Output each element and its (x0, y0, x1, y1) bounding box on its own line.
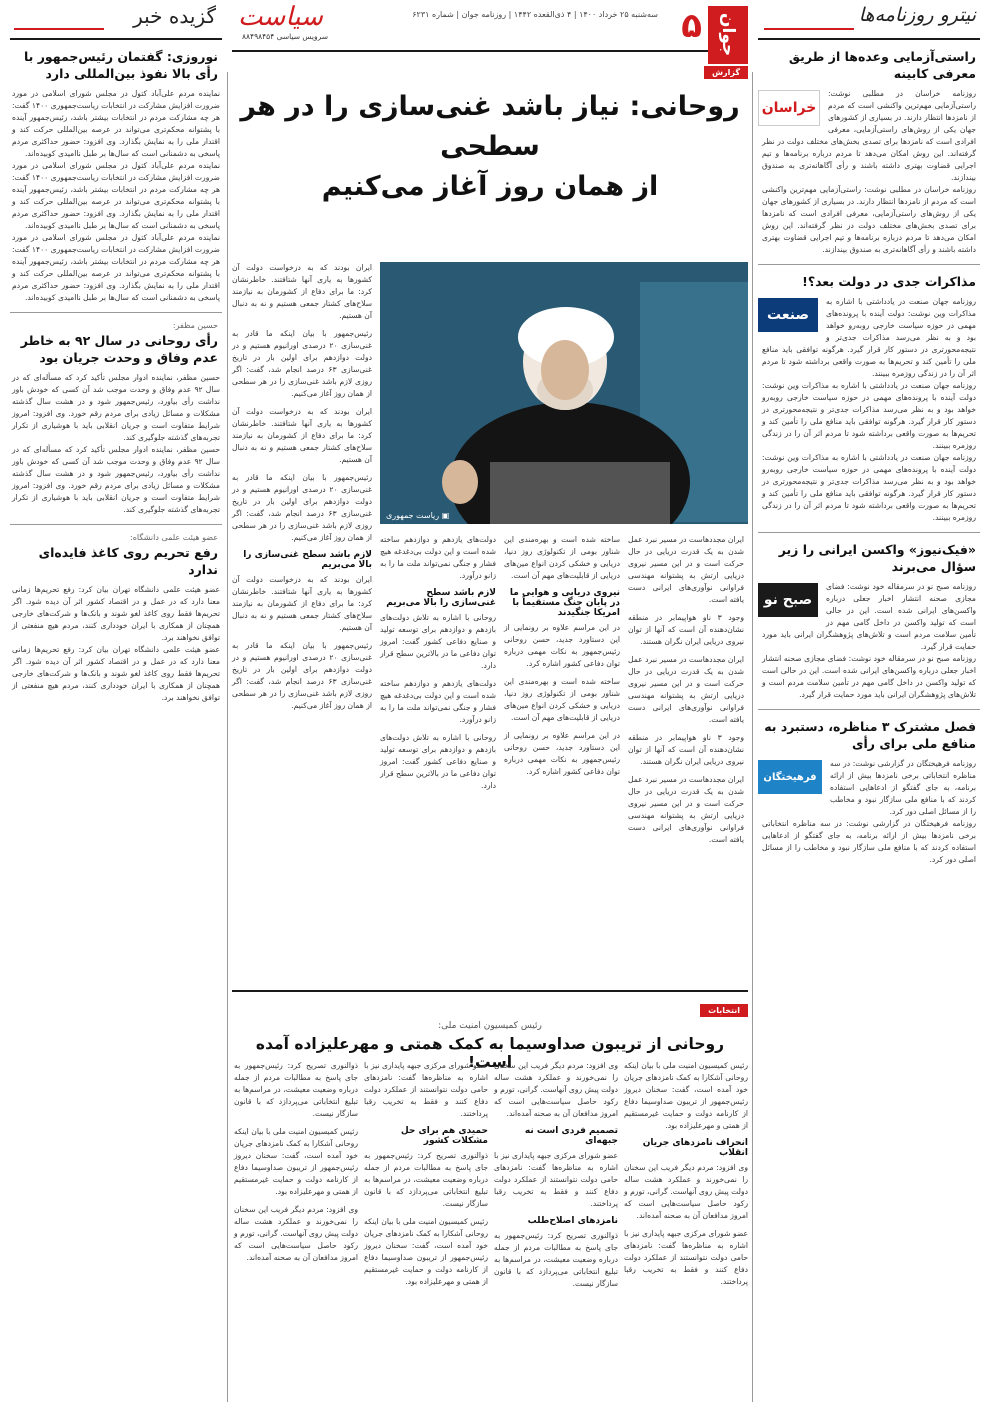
second-paragraph: وی افزود: مردم دیگر فریب این سخنان را نمی‌خورند و عملکرد هشت ساله دولت پیش روی آنهاست. گرانی، تورم و رکود حاصل سیاست‌هایی است که امروز مدافعان آن به صحنه آمده‌اند. (624, 1163, 748, 1220)
press-item-body: روزنامه صبح نو در سرمقاله خود نوشت: فضای مجازی صحنه انتشار اخبار جعلی درباره واکسن‌های ایرانی شده است. این در حالی است که تولید واکسن در داخل گامی مهم در تأمین سلامت مردم است و تلاش‌های پژوهشگران ایرانی باید مورد حمایت قرار گیرد. (762, 582, 976, 651)
digest-item-body-cont (10, 232, 222, 304)
press-item-body-repeat: روزنامه صبح نو در سرمقاله خود نوشت: فضای مجازی صحنه انتشار اخبار جعلی درباره واکسن‌های ایرانی شده است. این در حالی است که تولید واکسن در داخل گامی مهم در تأمین سلامت مردم است و تلاش‌های پژوهشگران ایرانی باید مورد حمایت قرار گیرد. (762, 654, 976, 699)
kicker-row (232, 998, 748, 1017)
story-subhead: لازم باشد سطح غنی‌سازی را بالا می‌بریم (386, 588, 496, 608)
story-paragraph: وجود ۳ ناو هواپیمابر در منطقه نشان‌دهنده آن است که آنها از توان نیروی دریایی ایران نگران هستند. (628, 613, 744, 646)
press-item-body-cont (758, 184, 980, 256)
press-item (758, 718, 980, 866)
news-digest-title: گزیده خبر (133, 4, 216, 28)
press-item-body-repeat: روزنامه جهان صنعت در یادداشتی با اشاره به مذاکرات وین نوشت: دولت آینده با پرونده‌های مهمی در حوزه سیاست خارجی روبه‌رو خواهد بود و به نظر می‌رسد مذاکرات جدی‌تر و نتیجه‌محورتری در دستور کار قرار گیرد. هرگونه توافقی باید منافع ملی را تأمین کند و تحریم‌ها به صورت واقعی برداشته شود تا مردم اثر آن را در زندگی روزمره ببینند. (762, 381, 976, 450)
story-kicker-label: گزارش (711, 68, 740, 77)
digest-body-repeat: حسین مظفر، نماینده ادوار مجلس تأکید کرد که مسأله‌ای که در سال ۹۲ عدم وفاق و وحدت موجب شد آن کسی که خودش باور نداشت رأی بیاورد، رئیس‌جمهور شود و در هشت سال گذشته مشکلات و مسائل زیادی برای مردم رقم خورد. وی افزود: امروز شرایط متفاوت است و جریان انقلابی باید با هوشیاری از تکرار تجربه‌های گذشته جلوگیری کند. (12, 445, 220, 514)
story-paragraph: رئیس‌جمهور با بیان اینکه ما قادر به غنی‌سازی ۲۰ درصدی اورانیوم هستیم و در دولت دوازدهم برای اولین بار در تاریخ غنی‌سازی ۶۳ درصد انجام شد، گفت: اگر روزی لازم باشد غنی‌سازی را در هر سطحی از همان روز آغاز می‌کنیم. (232, 473, 372, 542)
main-headline-line1: روحانی: نیاز باشد غنی‌سازی را در هر سطحی (240, 91, 740, 162)
main-headline-line2: از همان روز آغاز می‌کنیم (321, 171, 659, 202)
story-column-d (628, 534, 744, 852)
story-column-a (232, 262, 372, 718)
digest-item-title: نوروزی: گفتمان رئیس‌جمهور با رأی بالا نفوذ بین‌المللی دارد (23, 49, 218, 81)
second-headline: روحانی از تریبون صداوسیما به کمک همتی و مهرعلیزاده آمده است! (255, 1035, 725, 1071)
sanat-logo (758, 298, 818, 332)
story-column-b (380, 534, 496, 798)
story-paragraph: روحانی با اشاره به تلاش دولت‌های بازدهم و دوازدهم برای توسعه تولید و صنایع دفاعی کشور گفت: امروز توان دفاعی ما در بالاترین سطح قرار دارد. (380, 613, 496, 670)
press-item-title: «فیک‌نیوز» واکسن ایرانی را زیر سؤال می‌برند (778, 542, 976, 574)
story-subhead: نیروی دریایی و هوایی ما در پایان جنگ مستقیماً با امریکا جنگیدند (509, 588, 620, 618)
press-review-column (758, 0, 980, 866)
farhikhtegan-logo (758, 760, 822, 794)
sobhe-no-logo (758, 583, 818, 617)
press-item-body-cont (758, 380, 980, 452)
khorasan-logo (758, 90, 820, 126)
divider (10, 524, 222, 525)
press-item (758, 541, 980, 701)
digest-body-repeat: نماینده مردم علی‌آباد کتول در مجلس شورای اسلامی در مورد ضرورت افزایش مشارکت در انتخابات ریاست‌جمهوری ۱۴۰۰ گفت: هر چه مشارکت مردم در انتخابات بیشتر باشد، رئیس‌جمهور آینده با پشتوانه محکم‌تری می‌تواند در عرصه بین‌المللی حرکت کند و اقتدار ملی را به نمایش بگذارد. وی افزود: حضور حداکثری مردم پاسخی به دشمنانی است که سال‌ها بر طبل ناامیدی کوبیده‌اند. (12, 233, 220, 302)
dateline: سه‌شنبه ۲۵ خرداد ۱۴۰۰ | ۴ ذی‌القعده ۱۴۴۲ | روزنامه جوان | شماره ۶۲۳۱ (412, 10, 658, 19)
divider (758, 532, 980, 533)
story-paragraph: رئیس‌جمهور با بیان اینکه ما قادر به غنی‌سازی ۲۰ درصدی اورانیوم هستیم و در دولت دوازدهم برای اولین بار در تاریخ غنی‌سازی ۶۳ درصد انجام شد، گفت: اگر روزی لازم باشد غنی‌سازی را در هر سطحی از همان روز آغاز می‌کنیم. (232, 641, 372, 710)
election-kicker-label: انتخابات (708, 1006, 740, 1015)
column-separator (227, 72, 228, 1402)
kicker-row (232, 60, 748, 79)
press-item-body-cont (758, 653, 980, 701)
press-item-body-repeat: روزنامه فرهیختگان در گزارشی نوشت: در سه مناظره انتخاباتی برخی نامزدها بیش از ارائه برنامه، به جای گفتگو از ادعاهایی استفاده کردند که با منافع ملی سازگار نبود و مخاطب را از مسائل اصلی دور کرد. (762, 819, 976, 864)
news-digest-header (10, 0, 222, 40)
main-headline (232, 87, 748, 207)
digest-item-body: حسین مظفر، نماینده ادوار مجلس تأکید کرد که مسأله‌ای که در سال ۹۲ عدم وفاق و وحدت موجب شد آن کسی که خودش باور نداشت رأی بیاورد، رئیس‌جمهور شود و در هشت سال گذشته مشکلات و مسائل زیادی برای مردم رقم خورد. وی افزود: امروز شرایط متفاوت است و جریان انقلابی باید با هوشیاری از تکرار تجربه‌های گذشته جلوگیری کند. (12, 373, 220, 442)
second-column-4 (234, 1060, 358, 1270)
story-column-c (504, 534, 620, 784)
second-subhead: نامزدهای اصلاح‌طلب (527, 1216, 618, 1226)
digest-body-repeat: نماینده مردم علی‌آباد کتول در مجلس شورای اسلامی در مورد ضرورت افزایش مشارکت در انتخابات ریاست‌جمهوری ۱۴۰۰ گفت: هر چه مشارکت مردم در انتخابات بیشتر باشد، رئیس‌جمهور آینده با پشتوانه محکم‌تری می‌تواند در عرصه بین‌المللی حرکت کند و اقتدار ملی را به نمایش بگذارد. وی افزود: حضور حداکثری مردم پاسخی به دشمنانی است که سال‌ها بر طبل ناامیدی کوبیده‌اند. (12, 161, 220, 230)
photo-caption-text: ریاست جمهوری (386, 511, 440, 520)
story-divider (232, 990, 748, 992)
digest-item-title: رأی روحانی در سال ۹۲ به خاطر عدم وفاق و وحدت جریان بود (20, 333, 218, 365)
second-subhead: حمیدی هم برای حل مشکلات کشور (400, 1126, 488, 1146)
press-item-body-repeat: روزنامه جهان صنعت در یادداشتی با اشاره به مذاکرات وین نوشت: دولت آینده با پرونده‌های مهمی در حوزه سیاست خارجی روبه‌رو خواهد بود و به نظر می‌رسد مذاکرات جدی‌تر و نتیجه‌محورتری در دستور کار قرار گیرد. هرگونه توافقی باید منافع ملی را تأمین کند و تحریم‌ها به صورت واقعی برداشته شود تا مردم اثر آن را در زندگی روزمره ببینند. (762, 453, 976, 522)
second-paragraph: رئیس کمیسیون امنیت ملی با بیان اینکه روحانی آشکارا به کمک نامزدهای جریان خود آمده است، گفت: سخنان دیروز رئیس‌جمهور از تریبون صداوسیما دفاع از کارنامه دولت و حمایت غیرمستقیم از همتی و مهرعلیزاده بود. (624, 1061, 748, 1130)
second-subhead: تصمیم فردی است نه جبهه‌ای (524, 1126, 618, 1146)
story-paragraph: ساخته شده است و بهره‌مندی این شناور بومی از تکنولوژی روز دنیا، دریایی و خشکی کردن انواع مین‌های دریایی از قابلیت‌های مهم آن است. (504, 677, 620, 722)
story-kicker (704, 66, 748, 79)
sobhe-no-logo-text: صبح نو (763, 592, 813, 608)
main-photo (380, 262, 748, 524)
digest-item (10, 321, 222, 516)
page-masthead (232, 0, 748, 57)
javan-brand-logo: جوان (708, 6, 748, 64)
press-item-title: فصل مشترک ۳ مناظره، دستبرد به منافع ملی برای رأی (764, 719, 976, 751)
press-item-body: روزنامه خراسان در مطلبی نوشت: راستی‌آزمایی مهم‌ترین واکنشی است که مردم از نامزدها انتظار دارند. در بسیاری از کشورهای جهان یکی از روش‌های راستی‌آزمایی، معرفی افرادی است که نامزدها برای تصدی بخش‌های مختلف دولت در نظر گرفته‌اند. این روش امکان می‌دهد تا مردم درباره برنامه‌ها و تیم اجرایی قضاوت بهتری داشته باشند و رأی آگاهانه‌تری به صندوق بیندازند. (762, 89, 976, 182)
khorasan-logo-text: خراسان (761, 100, 817, 116)
second-paragraph: وی افزود: مردم دیگر فریب این سخنان را نمی‌خورند و عملکرد هشت ساله دولت پیش روی آنهاست. گرانی، تورم و رکود حاصل سیاست‌هایی است که امروز مدافعان آن به صحنه آمده‌اند. (494, 1061, 618, 1118)
second-paragraph: ذوالنوری تصریح کرد: رئیس‌جمهور به جای پاسخ به مطالبات مردم از جمله درباره وضعیت معیشت، در مراسم‌ها به تبلیغ انتخاباتی می‌پردازد که با قانون سازگار نیست. (494, 1231, 618, 1288)
press-item (758, 273, 980, 524)
story-paragraph: دولت‌های یازدهم و دوازدهم ساخته شده است و این دولت بی‌دغدغه هیچ فشار و جنگی نمی‌تواند ملت ما را به زانو درآورد. (380, 679, 496, 724)
digest-item-author: عضو هیئت علمی دانشگاه: (130, 533, 218, 542)
story-paragraph: ایران مجددهاست در مسیر نبرد عمل شدن به یک قدرت دریایی در حال حرکت است و در این مسیر نیروی دریایی ارتش به پشتوانه مهندسی فراوانی نوآوری‌های ایرانی دست یافته است. (628, 655, 744, 724)
second-pretitle: رئیس کمیسیون امنیت ملی: (438, 1021, 542, 1031)
story-paragraph: در این مراسم علاوه بر رونمایی از این دستاورد جدید، حسن روحانی رئیس‌جمهور به نکات مهمی درباره توان دفاعی کشور اشاره کرد. (504, 623, 620, 668)
press-review-header (758, 0, 980, 40)
second-paragraph: ذوالنوری تصریح کرد: رئیس‌جمهور به جای پاسخ به مطالبات مردم از جمله درباره وضعیت معیشت، در مراسم‌ها به تبلیغ انتخاباتی می‌پردازد که با قانون سازگار نیست. (364, 1151, 488, 1208)
header-decoration (764, 28, 854, 30)
sanat-logo-text: صنعت (767, 307, 809, 323)
story-paragraph: ساخته شده است و بهره‌مندی این شناور بومی از تکنولوژی روز دنیا، دریایی و خشکی کردن انواع مین‌های دریایی از قابلیت‌های مهم آن است. (504, 535, 620, 580)
digest-item-body-cont (10, 160, 222, 232)
press-item-title: مذاکرات جدی در دولت بعد؟! (802, 274, 976, 289)
story-paragraph: ایران بودند که به درخواست دولت آن کشورها به یاری آنها شتافتند. خاطرنشان کرد: ما برای دفاع از کشورمان به نیازمند سلاح‌های کشتار جمعی هستیم و نه به دنبال آن هستیم. (232, 263, 372, 320)
digest-item-author: حسین مظفر: (172, 321, 218, 330)
photo-caption (386, 511, 449, 520)
news-digest-column (10, 0, 222, 704)
press-item-title: راستی‌آزمایی وعده‌ها از طریق معرفی کابینه (788, 49, 976, 81)
second-subhead: انحراف نامزدهای جریان انقلاب (642, 1138, 748, 1158)
press-item-body-repeat: روزنامه خراسان در مطلبی نوشت: راستی‌آزمایی مهم‌ترین واکنشی است که مردم از نامزدها انتظار دارند. در بسیاری از کشورهای جهان یکی از روش‌های راستی‌آزمایی، معرفی افرادی است که نامزدها برای تصدی بخش‌های مختلف دولت در نظر گرفته‌اند. این روش امکان می‌دهد تا مردم درباره برنامه‌ها و تیم اجرایی قضاوت بهتری داشته باشند و رأی آگاهانه‌تری به صندوق بیندازند. (762, 185, 976, 254)
press-item-body-cont (758, 452, 980, 524)
digest-item-body: نماینده مردم علی‌آباد کتول در مجلس شورای اسلامی در مورد ضرورت افزایش مشارکت در انتخابات ریاست‌جمهوری ۱۴۰۰ گفت: هر چه مشارکت مردم در انتخابات بیشتر باشد، رئیس‌جمهور آینده با پشتوانه محکم‌تری می‌تواند در عرصه بین‌المللی حرکت کند و اقتدار ملی را به نمایش بگذارد. وی افزود: حضور حداکثری مردم پاسخی به دشمنانی است که سال‌ها بر طبل ناامیدی کوبیده‌اند. (12, 89, 220, 158)
story-paragraph: ایران مجددهاست در مسیر نبرد عمل شدن به یک قدرت دریایی در حال حرکت است و در این مسیر نیروی دریایی ارتش به پشتوانه مهندسی فراوانی نوآوری‌های ایرانی دست یافته است. (628, 535, 744, 604)
second-column-2 (494, 1060, 618, 1296)
press-review-title: نیترو روزنامه‌ها (858, 4, 976, 26)
press-item (758, 48, 980, 256)
divider (758, 264, 980, 265)
divider (10, 312, 222, 313)
politics-page-main (232, 0, 748, 1288)
camera-icon: ▣ (441, 511, 450, 520)
story-paragraph: ایران بودند که به درخواست دولت آن کشورها به یاری آنها شتافتند. خاطرنشان کرد: ما برای دفاع از کشورمان به نیازمند سلاح‌های کشتار جمعی هستیم و نه به دنبال آن هستیم. (232, 575, 372, 632)
second-paragraph: رئیس کمیسیون امنیت ملی با بیان اینکه روحانی آشکارا به کمک نامزدهای جریان خود آمده است، گفت: سخنان دیروز رئیس‌جمهور از تریبون صداوسیما دفاع از کارنامه دولت و حمایت غیرمستقیم از همتی و مهرعلیزاده بود. (234, 1127, 358, 1196)
story-paragraph: در این مراسم علاوه بر رونمایی از این دستاورد جدید، حسن روحانی رئیس‌جمهور به نکات مهمی درباره توان دفاعی کشور اشاره کرد. (504, 731, 620, 776)
second-column-1 (624, 1060, 748, 1294)
digest-item (10, 533, 222, 704)
story-paragraph: دولت‌های یازدهم و دوازدهم ساخته شده است و این دولت بی‌دغدغه هیچ فشار و جنگی نمی‌تواند ملت ما را به زانو درآورد. (380, 535, 496, 580)
press-item-body-cont (758, 818, 980, 866)
digest-item (10, 48, 222, 304)
farhikhtegan-logo-text: فرهیختگان (763, 771, 817, 783)
divider (758, 709, 980, 710)
header-decoration (14, 28, 104, 30)
second-paragraph: ذوالنوری تصریح کرد: رئیس‌جمهور به جای پاسخ به مطالبات مردم از جمله درباره وضعیت معیشت، در مراسم‌ها به تبلیغ انتخاباتی می‌پردازد که با قانون سازگار نیست. (234, 1061, 358, 1118)
second-paragraph: عضو شورای مرکزی جبهه پایداری نیز با اشاره به مناظره‌ها گفت: نامزدهای حامی دولت نتوانستند از عملکرد دولت دفاع کنند و فقط به تخریب رقبا پرداختند. (364, 1061, 488, 1118)
story-paragraph: روحانی با اشاره به تلاش دولت‌های بازدهم و دوازدهم برای توسعه تولید و صنایع دفاعی کشور گفت: امروز توان دفاعی ما در بالاترین سطح قرار دارد. (380, 733, 496, 790)
story-paragraph: وجود ۳ ناو هواپیمابر در منطقه نشان‌دهنده آن است که آنها از توان نیروی دریایی ایران نگران هستند. (628, 733, 744, 766)
election-kicker (700, 1004, 748, 1017)
story-subhead: لازم باشد سطح غنی‌سازی را بالا می‌بریم (243, 550, 372, 570)
digest-item-body-cont (10, 644, 222, 704)
digest-item-title: رفع تحریم روی کاغذ فایده‌ای ندارد (38, 545, 218, 577)
press-item-body: روزنامه جهان صنعت در یادداشتی با اشاره به مذاکرات وین نوشت: دولت آینده با پرونده‌های مهمی در حوزه سیاست خارجی روبه‌رو خواهد بود و به نظر می‌رسد مذاکرات جدی‌تر و نتیجه‌محورتری در دستور کار قرار گیرد. هرگونه توافقی باید منافع ملی را تأمین کند و تحریم‌ها به صورت واقعی برداشته شود تا مردم اثر آن را در زندگی روزمره ببینند. (762, 297, 976, 378)
story-paragraph: ایران بودند که به درخواست دولت آن کشورها به یاری آنها شتافتند. خاطرنشان کرد: ما برای دفاع از کشورمان به نیازمند سلاح‌های کشتار جمعی هستیم و نه به دنبال آن هستیم. (232, 407, 372, 464)
second-paragraph: وی افزود: مردم دیگر فریب این سخنان را نمی‌خورند و عملکرد هشت ساله دولت پیش روی آنهاست. گرانی، تورم و رکود حاصل سیاست‌هایی است که امروز مدافعان آن به صحنه آمده‌اند. (234, 1205, 358, 1262)
press-item-body: روزنامه فرهیختگان در گزارشی نوشت: در سه مناظره انتخاباتی برخی نامزدها بیش از ارائه برنامه، به جای گفتگو از ادعاهایی استفاده کردند که با منافع ملی سازگار نبود و مخاطب را از مسائل اصلی دور کرد. (830, 759, 976, 816)
president-photo-illustration (380, 262, 748, 524)
column-separator (752, 72, 753, 1402)
second-paragraph: عضو شورای مرکزی جبهه پایداری نیز با اشاره به مناظره‌ها گفت: نامزدهای حامی دولت نتوانستند از عملکرد دولت دفاع کنند و فقط به تخریب رقبا پرداختند. (624, 1229, 748, 1286)
second-paragraph: عضو شورای مرکزی جبهه پایداری نیز با اشاره به مناظره‌ها گفت: نامزدهای حامی دولت نتوانستند از عملکرد دولت دفاع کنند و فقط به تخریب رقبا پرداختند. (494, 1151, 618, 1208)
second-paragraph: رئیس کمیسیون امنیت ملی با بیان اینکه روحانی آشکارا به کمک نامزدهای جریان خود آمده است، گفت: سخنان دیروز رئیس‌جمهور از تریبون صداوسیما دفاع از کارنامه دولت و حمایت غیرمستقیم از همتی و مهرعلیزاده بود. (364, 1217, 488, 1286)
second-column-3 (364, 1060, 488, 1294)
page-number: ۵ (681, 6, 702, 46)
section-logo: سیاست (238, 2, 323, 32)
section-service: سرویس سیاسی ۸۸۴۹۸۴۵۴ (242, 32, 329, 41)
story-paragraph: ایران مجددهاست در مسیر نبرد عمل شدن به یک قدرت دریایی در حال حرکت است و در این مسیر نیروی دریایی ارتش به پشتوانه مهندسی فراوانی نوآوری‌های ایرانی دست یافته است. (628, 775, 744, 844)
digest-item-body-cont (10, 444, 222, 516)
digest-body-repeat: عضو هیئت علمی دانشگاه تهران بیان کرد: رفع تحریم‌ها زمانی معنا دارد که در عمل و در اقتصاد کشور اثر آن دیده شود. اگر تحریم‌ها فقط روی کاغذ لغو شوند و بانک‌ها و شرکت‌های خارجی همچنان از همکاری با ایران خودداری کنند، مردم هیچ منفعتی از توافق نخواهند برد. (12, 645, 220, 702)
story-paragraph: رئیس‌جمهور با بیان اینکه ما قادر به غنی‌سازی ۲۰ درصدی اورانیوم هستیم و در دولت دوازدهم برای اولین بار در تاریخ غنی‌سازی ۶۳ درصد انجام شد، گفت: اگر روزی لازم باشد غنی‌سازی را در هر سطحی از همان روز آغاز می‌کنیم. (232, 329, 372, 398)
second-story (232, 990, 748, 1288)
digest-item-body: عضو هیئت علمی دانشگاه تهران بیان کرد: رفع تحریم‌ها زمانی معنا دارد که در عمل و در اقتصاد کشور اثر آن دیده شود. اگر تحریم‌ها فقط روی کاغذ لغو شوند و بانک‌ها و شرکت‌های خارجی همچنان از همکاری با ایران خودداری کنند، مردم هیچ منفعتی از توافق نخواهند برد. (12, 585, 220, 642)
